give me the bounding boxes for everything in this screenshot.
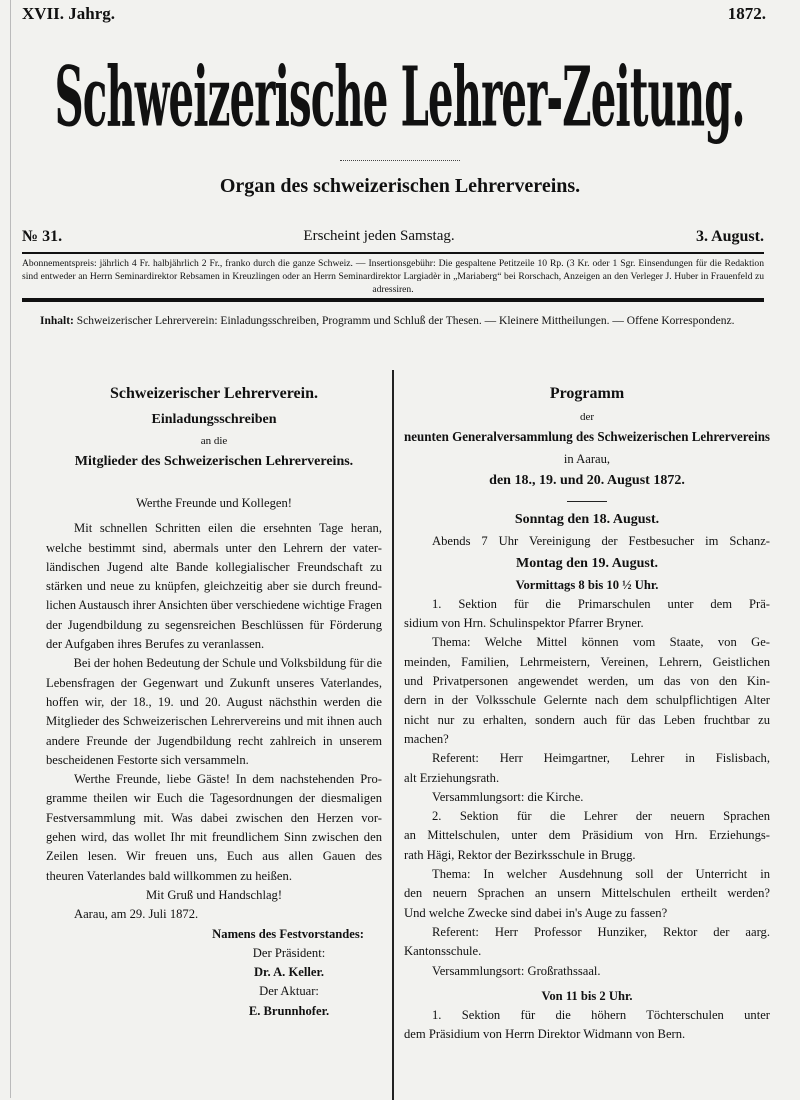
text-line: lichen Austausch ihrer Ansichten über verschiedene wichtige Fragen	[46, 598, 382, 613]
text-line: Mit schnellen Schritten eilen die ersehnten Tage heran,	[74, 521, 382, 536]
text-line: andere Freunde der Jugendbildung recht zahlreich in unserem	[46, 733, 382, 748]
text-line: den neuern Sprachen an unsern Mittelschulen ertheilt werden?	[404, 886, 770, 901]
text-line: Versammlungsort: die Kirche.	[432, 789, 584, 804]
heading: Sonntag den 18. August.	[514, 512, 660, 528]
text-line: Kantonsschule.	[404, 944, 482, 959]
text-line: bescheidenen Festorte sich versammeln.	[46, 752, 249, 767]
text-line: 2. Sektion für die Lehrer der neuern Sprachen	[432, 809, 770, 824]
table-of-contents	[22, 314, 764, 329]
heading: Schweizerischer Lehrerverein.	[110, 385, 318, 402]
text-line: Vormittags 8 bis 10 ½ Uhr.	[515, 577, 659, 592]
text-line: Thema: Welche Mittel können vom Staate, von Ge-	[432, 635, 770, 650]
text-line: der	[579, 411, 595, 423]
text-line: in Aarau,	[563, 452, 611, 466]
text-line: gramme theilen wir Euch die Tagesordnungen der diesmaligen	[46, 791, 382, 806]
text-line: Mitglieder des Schweizerischen Lehrervereins und mit ihnen auch	[46, 714, 382, 729]
issue-date: 3. August.	[695, 228, 764, 245]
column-divider	[392, 370, 394, 1100]
text-line: Zeilen lesen. Wir freuen uns, Euch aus allen Gauen des	[46, 849, 382, 864]
right-column-program	[404, 380, 770, 1045]
heading: Mitglieder des Schweizerischen Lehrervereins.	[74, 454, 354, 469]
text-line: Werthe Freunde, liebe Gäste! In dem nachstehenden Pro-	[74, 772, 382, 787]
contents-label: Inhalt:	[40, 315, 74, 327]
rule	[22, 252, 764, 254]
frequency: Erscheint jeden Samstag.	[303, 228, 455, 244]
text-line: alt Erziehungsrath.	[404, 770, 500, 785]
text-line: 1. Sektion für die Primarschulen unter dem Prä-	[432, 596, 770, 611]
text-line: Abends 7 Uhr Vereinigung der Festbesucher im Schanz-	[432, 534, 770, 549]
text-line: Thema: In welcher Ausdehnung soll der Unterricht in	[432, 867, 770, 882]
text-line: dern in der Volksschule Gelernte nach dem schulpflichtigen Alter	[404, 693, 770, 708]
text-line: Der Präsident:	[252, 945, 326, 960]
text-line: Namens des Festvorstandes:	[212, 926, 364, 941]
text-line: Referent: Herr Heimgartner, Lehrer in Fislisbach,	[432, 751, 770, 766]
issue-number: № 31.	[22, 228, 63, 245]
contents-text: Schweizerischer Lehrerverein: Einladungsschreiben, Programm und Schluß der Thesen. — Kleinere Mittheilungen. — Offene Korrespondenz.	[76, 315, 735, 327]
text-line: und Privatpersonen angewendet werden, um das von den Kin-	[404, 674, 770, 689]
text-line: der Aufgaben ihres Berufes zu veranlassen.	[46, 637, 265, 652]
heading: Einladungsschreiben	[151, 412, 277, 427]
text-line: machen?	[404, 731, 449, 746]
text-line: sidium von Hrn. Schulinspektor Pfarrer Bryner.	[404, 616, 644, 631]
year-label: 1872.	[727, 4, 766, 23]
text-line: welche bestimmt sind, abermals unter den Lehrern der vater-	[46, 540, 382, 555]
text-line: E. Brunnhofer.	[248, 1003, 330, 1018]
text-line: Versammlungsort: Großrathssaal.	[432, 963, 601, 978]
text-line: Festversammlung mit. Was dabei zwischen den Herzen vor-	[46, 810, 382, 825]
left-column-invitation	[46, 380, 382, 1021]
text-line: Von 11 bis 2 Uhr.	[541, 988, 633, 1003]
volume-label: XVII. Jahrg.	[22, 4, 116, 23]
subscription-terms: Abonnementspreis: jährlich 4 Fr. halbjährlich 2 Fr., franko durch die ganze Schweiz. — Insertionsgebühr: Die gespaltene Petitzeile 10 Rp. (3 Kr. oder 1 Sgr. Einsendungen für die Redaktion sind entweder an Herrn Seminardirektor Rebsamen in Kreuzlingen oder an Herrn Seminardirektor Largiadèr in „Mariaberg“ bei Rorschach, Anzeigen an den Verleger J. Huber in Frauenfeld zu adressiren.	[22, 258, 764, 295]
heading: neunten Generalversammlung des Schweizerischen Lehrervereins	[404, 430, 770, 445]
masthead-title-area	[0, 50, 800, 150]
text-line: Dr. A. Keller.	[253, 965, 325, 980]
text-line: Werthe Freunde und Kollegen!	[135, 496, 292, 510]
text-line: Mit Gruß und Handschlag!	[145, 887, 283, 902]
text-line: rath Hägi, Rektor der Bezirksschule in Brugg.	[404, 847, 636, 862]
text-line: Bei der hohen Bedeutung der Schule und Volksbildung für die	[73, 656, 382, 671]
text-line: ländischen Jugend alte Bande kollegialischer Freundschaft zu	[46, 559, 382, 574]
text-line: Referent: Herr Professor Hunziker, Rektor der aarg.	[432, 924, 770, 939]
text-line: theuren Vaterlandes bald willkommen zu heißen.	[46, 868, 292, 883]
rule	[22, 298, 764, 302]
text-line: an die	[200, 435, 228, 447]
text-line: stärken und neue zu knüpfen, gleichzeitig aber sie durch freund-	[46, 579, 382, 594]
newspaper-title: Schweizerische Lehrer-Zeitung.	[54, 48, 745, 146]
heading: Montag den 19. August.	[516, 555, 658, 571]
section-rule	[567, 501, 607, 502]
text-line: Aarau, am 29. Juli 1872.	[74, 907, 199, 922]
text-line: meinden, Familien, Lehrmeistern, Vereinen, Lehrern, Geistlichen	[404, 654, 770, 669]
text-line: 1. Sektion für die höhern Töchterschulen unter	[432, 1008, 770, 1023]
text-line: hoffen wir, der 18., 19. und 20. August nächsthin werden die	[46, 694, 382, 709]
heading: Programm	[549, 385, 625, 402]
text-line: gehen wird, das wollet Ihr mit freundlichem Sinn zwischen den	[46, 830, 382, 845]
heading: den 18., 19. und 20. August 1872.	[489, 473, 685, 489]
text-line: nicht nur zu erhalten, sondern auch für das Leben fruchtbar zu	[404, 712, 770, 727]
text-line: der Jugendbildung zu segensreichen Beschlüssen für Förderung	[46, 617, 382, 632]
newspaper-subtitle: Organ des schweizerischen Lehrervereins.	[219, 175, 581, 197]
text-line: an Mittelschulen, unter dem Präsidium von Hrn. Erziehungs-	[404, 828, 770, 843]
issue-line	[22, 228, 764, 246]
page-edge	[10, 0, 11, 1098]
text-line: Lebensfragen der Gegenwart und Zukunft unseres Vaterlandes,	[46, 675, 382, 690]
text-line: Und welche Zwecke sind dabei in's Auge zu fassen?	[404, 905, 668, 920]
text-line: dem Präsidium von Herrn Direktor Widmann von Bern.	[404, 1027, 686, 1042]
text-line: Der Aktuar:	[259, 984, 319, 999]
title-divider	[340, 160, 460, 161]
